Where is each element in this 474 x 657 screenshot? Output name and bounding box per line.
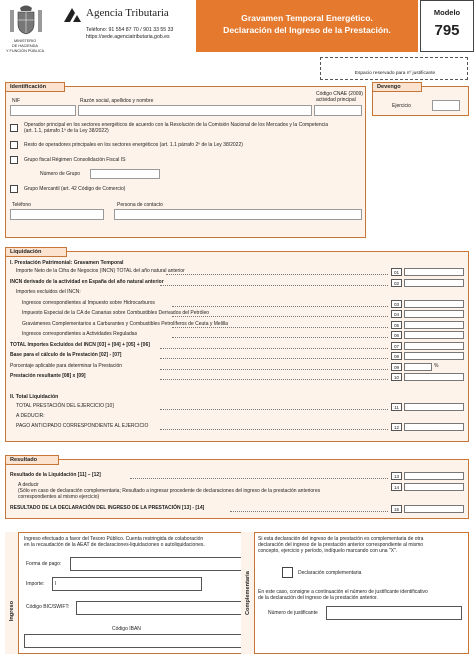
amount-field[interactable] <box>404 403 464 411</box>
amount-field-15[interactable] <box>404 505 464 513</box>
ingreso-text-2: en la recaudación de la AEAT de declaraciones-liquidaciones o autoliquidaciones. <box>24 542 205 548</box>
numero-justificante-label: Número de justificante <box>268 610 318 616</box>
box-number: 07 <box>391 342 402 350</box>
liq-row-leader <box>172 337 388 338</box>
modelo-box <box>420 0 474 52</box>
importe-label: Importe: <box>26 581 45 587</box>
resultado-row-15-label: RESULTADO DE LA DECLARACIÓN DEL INGRESO DE LA PRESTACIÓN [13] - [14] <box>10 505 205 511</box>
grupo-mercantil-label: Grupo Mercantil (art. 42 Código de Comercio) <box>24 186 126 192</box>
complementaria-side-tab <box>241 532 255 654</box>
ingreso-side-label: Ingreso <box>8 600 15 622</box>
operador-principal-checkbox[interactable] <box>10 124 18 132</box>
liq-row-leader <box>172 316 388 317</box>
amount-field[interactable] <box>404 423 464 431</box>
liq2-row-label: A DEDUCIR: <box>16 413 45 419</box>
cnae-field[interactable] <box>314 105 362 116</box>
numero-grupo-field[interactable] <box>90 169 160 179</box>
form-title-line-2: Declaración del Ingreso de la Prestación. <box>223 25 391 35</box>
resultado-row-15-leader <box>230 511 388 512</box>
nif-label: NIF <box>12 98 21 104</box>
persona-field[interactable] <box>114 209 362 220</box>
resultado-row-14-label: A deducir <box>18 482 39 488</box>
comp-text-1: Si esta declaración del ingreso de la prestación es complementaria de otra <box>258 536 424 542</box>
comp-text-5: de la declaración del ingreso de la prestación anterior. <box>258 595 378 601</box>
nif-field[interactable] <box>10 105 76 116</box>
reserved-label: Espacio reservado para nº justificante <box>354 71 436 76</box>
numero-justificante-field[interactable] <box>326 606 462 620</box>
modelo-number: 795 <box>434 22 460 39</box>
liq-row-label: Importes excluidos del INCN: <box>16 289 81 295</box>
resultado-row-13-label: Resultado de la Liquidación [11] – [12] <box>10 472 101 478</box>
box-number: 06 <box>391 331 402 339</box>
liq2-row-label: TOTAL PRESTACIÓN DEL EJERCICIO [10] <box>16 403 114 409</box>
liq-row-label: Ingresos correspondientes al Impuesto sobre Hidrocarburos <box>22 299 155 306</box>
box-number: 04 <box>391 310 402 318</box>
box-number: 10 <box>391 373 402 381</box>
liq2-row-label: PAGO ANTICIPADO CORRESPONDIENTE AL EJERCICIO <box>16 423 149 429</box>
ingreso-text-1: Ingreso efectuado a favor del Tesoro Público. Cuenta restringida de colaboración <box>24 536 204 542</box>
liq-row-leader <box>172 327 388 328</box>
ingreso-side-tab <box>5 532 19 654</box>
agency-phone: Teléfono: 91 554 87 70 / 901 33 55 33 <box>86 27 174 33</box>
numero-grupo-label: Número de Grupo <box>40 171 81 177</box>
percent-sign: % <box>434 362 439 369</box>
modelo-label: Modelo <box>433 8 461 17</box>
box-number: 01 <box>391 268 402 276</box>
liq-row-label: Base para el cálculo de la Prestación [02] - [07] <box>10 352 122 358</box>
razon-label: Razón social, apellidos y nombre <box>80 98 154 104</box>
persona-label: Persona de contacto <box>117 202 163 208</box>
box-number: 08 <box>391 352 402 360</box>
devengo-title: Devengo <box>372 82 422 92</box>
box-number: 05 <box>391 321 402 329</box>
liq-row-label: Ingresos correspondientes a Actividades Reguladas <box>22 331 138 337</box>
box-number: 12 <box>391 423 402 431</box>
amount-field[interactable] <box>404 363 432 371</box>
liq-row-label: Porcentaje aplicable para determinar la Prestación <box>10 362 123 369</box>
cnae-label-2: actividad principal <box>316 97 356 103</box>
liq2-row-leader <box>160 429 388 430</box>
liq-row-leader <box>160 369 388 370</box>
amount-field[interactable] <box>404 321 464 329</box>
liq-row-label: TOTAL Importes Excluidos del INCN [03] + [04] + [05] + [06] <box>10 341 150 348</box>
identificacion-title: Identificación <box>5 82 65 92</box>
complementaria-check-label: Declaración complementaria <box>298 570 362 576</box>
agency-url[interactable]: https://sede.agenciatributaria.gob.es <box>86 34 170 40</box>
reserved-box <box>320 57 468 80</box>
amount-field[interactable] <box>404 342 464 350</box>
amount-field-13[interactable] <box>404 472 464 480</box>
liq-row-leader <box>160 348 388 349</box>
comp-text-4: En este caso, consigne a continuación el número de justificante identificativo <box>258 589 428 595</box>
resultado-title: Resultado <box>5 455 59 465</box>
resultado-row-13-leader <box>130 478 388 479</box>
liq-row-leader <box>160 379 388 380</box>
ministry-line-1: MINISTERIO <box>14 39 37 43</box>
resto-operadores-checkbox[interactable] <box>10 141 18 149</box>
box-number-13: 13 <box>391 472 402 480</box>
resultado-row-14-note: (Sólo en caso de declaración complementaria; Resultado a ingresar procedente de declaraciones del ingreso de la prestación anteriores <box>18 488 321 494</box>
telefono-label: Teléfono <box>12 202 31 208</box>
liq-row-leader <box>160 358 388 359</box>
box-number: 11 <box>391 403 402 411</box>
amount-field[interactable] <box>404 310 464 318</box>
liq-row-label: INCN derivado de la actividad en España del año natural anterior <box>10 278 164 285</box>
bic-field[interactable] <box>76 601 242 615</box>
liq-row-leader <box>160 285 388 286</box>
box-number: 02 <box>391 279 402 287</box>
amount-field[interactable] <box>404 352 464 360</box>
amount-field[interactable] <box>404 279 464 287</box>
liq-row-leader <box>172 306 388 307</box>
liquidacion-title: Liquidación <box>5 247 67 257</box>
liq-row-label: Importe Neto de la Cifra de Negocios (INCN) TOTAL del año natural anterior <box>16 268 185 274</box>
agency-name: Agencia Tributaria <box>86 7 169 19</box>
bic-label: Código BIC/SWIFT: <box>26 604 70 610</box>
ejercicio-label: Ejercicio <box>392 103 411 109</box>
op2-label: Resto de operadores principales en los sectores energéticos (art. 1.1 párrafo 2º de la Ley 38/2022) <box>24 142 243 148</box>
ministry-line-3: Y FUNCIÓN PÚBLICA <box>6 49 45 53</box>
telefono-field[interactable] <box>10 209 104 220</box>
ejercicio-field[interactable] <box>432 100 460 111</box>
box-number: 09 <box>391 363 402 371</box>
liq-row-label: Gravámenes Complementarios a Carburantes y Combustibles Petrolíferos de Ceuta y Melilla <box>22 320 228 327</box>
agency-logo-icon <box>62 6 82 26</box>
op1-label: Operador principal en los sectores energéticos de acuerdo con la Resolución de la Comisión Nacional de los Mercados y la Competencia <box>24 122 329 128</box>
liq-row-label: Impuesto Especial de la CA de Canarias sobre Combustibles Derivados del Petróleo <box>22 310 210 316</box>
grupo-fiscal-checkbox[interactable] <box>10 156 18 164</box>
op1-label-2: (art. 1.1, párrafo 1º de la Ley 38/2022) <box>24 128 109 134</box>
forma-pago-label: Forma de pago: <box>26 561 62 567</box>
liquidacion-subtitle-1: I. Prestación Patrimonial: Gravamen Temporal <box>10 260 124 266</box>
box-number-15: 15 <box>391 505 402 513</box>
form-title-line-1: Gravamen Temporal Energético. <box>241 13 373 23</box>
comp-text-3: concepto, ejercicio y período, indíquelo marcando con una "X". <box>258 548 398 554</box>
grupo-mercantil-checkbox[interactable] <box>10 185 18 193</box>
complementaria-side-label: Complementaria <box>244 571 251 615</box>
amount-field-14[interactable] <box>404 483 464 491</box>
iban-label: Código IBAN <box>112 626 141 632</box>
liq2-row-leader <box>160 409 388 410</box>
amount-field[interactable] <box>404 373 464 381</box>
amount-field[interactable] <box>404 300 464 308</box>
complementaria-checkbox[interactable] <box>282 567 293 578</box>
coat-of-arms-icon <box>6 4 46 38</box>
cnae-label: Código CNAE (2009) <box>316 91 363 97</box>
ministry-logo <box>6 4 46 52</box>
comp-text-2: declaración del ingreso de la prestación anterior correspondiente al mismo <box>258 542 424 548</box>
grupo-fiscal-label: Grupo fiscal Régimen Consolidación Fiscal IS <box>24 157 126 163</box>
forma-pago-field[interactable] <box>70 557 242 571</box>
amount-field[interactable] <box>404 331 464 339</box>
box-number: 03 <box>391 300 402 308</box>
iban-field[interactable] <box>24 634 242 648</box>
amount-field[interactable] <box>404 268 464 276</box>
importe-field[interactable] <box>52 577 202 591</box>
razon-field[interactable] <box>78 105 312 116</box>
liq-row-leader <box>166 274 388 275</box>
form-title-banner <box>196 0 418 52</box>
importe-prefix: I <box>55 581 57 587</box>
liq-row-label: Prestación resultante [08] x [09] <box>10 373 86 379</box>
liquidacion-subtitle-2: II. Total Liquidación <box>10 394 59 400</box>
resultado-row-14-note-2: correspondientes al mismo ejercicio) <box>18 494 100 500</box>
box-number-14: 14 <box>391 483 402 491</box>
ministry-line-2: DE HACIENDA <box>12 44 38 48</box>
